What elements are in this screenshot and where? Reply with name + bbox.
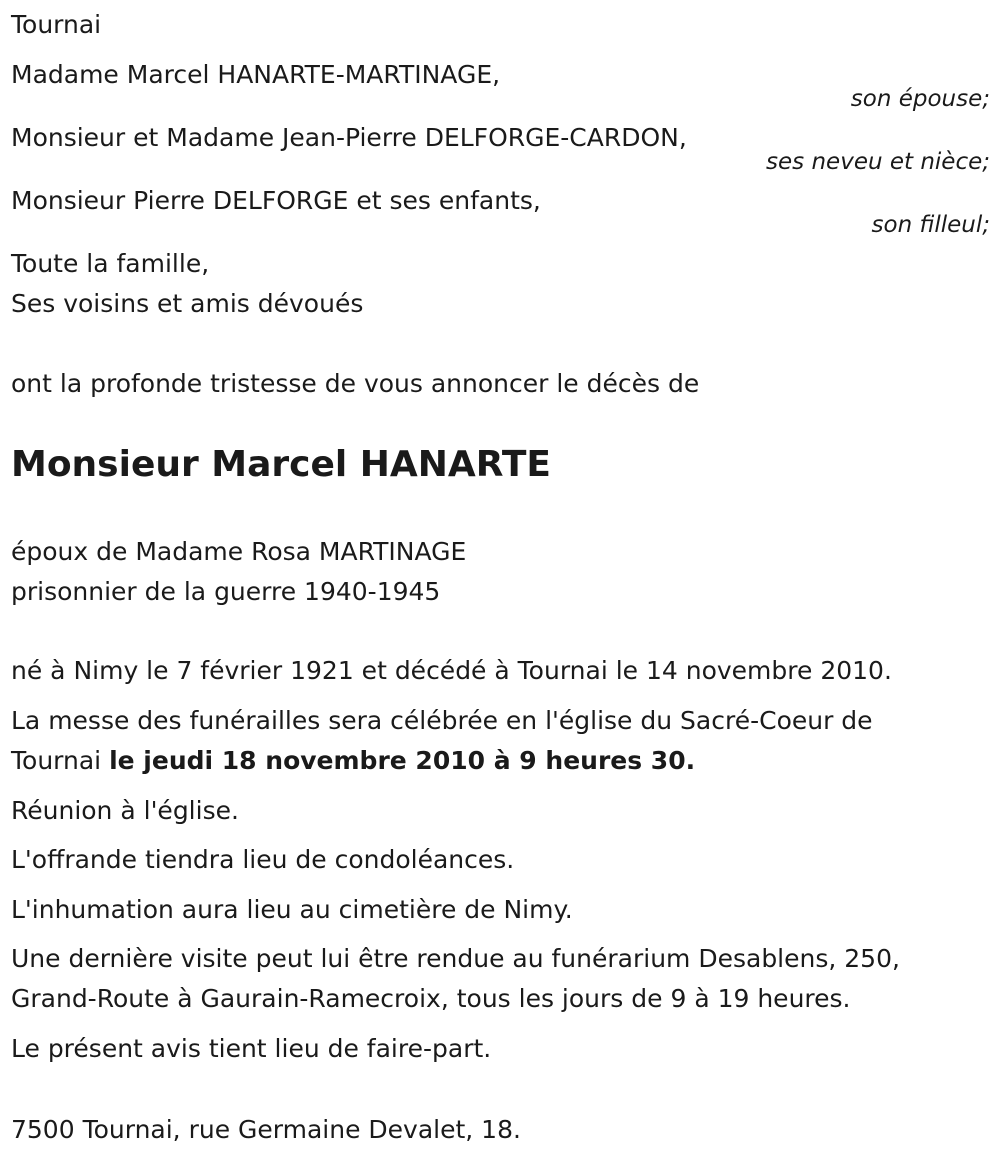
family-member-role: ses neveu et nièce; [766, 149, 990, 175]
family-member-name: Monsieur Pierre DELFORGE et ses enfants, [11, 186, 541, 215]
others-line: Toute la famille, [11, 249, 210, 278]
announcement-text: ont la profonde tristesse de vous annoncer le décès de [11, 369, 700, 398]
family-member-role: son épouse; [850, 86, 990, 112]
others-line: Ses voisins et amis dévoués [11, 289, 364, 318]
meeting-text: Réunion à l'église. [11, 796, 239, 825]
notice-text: Le présent avis tient lieu de faire-part. [11, 1034, 492, 1063]
deceased-note: prisonnier de la guerre 1940-1945 [11, 577, 441, 606]
mass-location: Tournai [11, 746, 110, 775]
mass-date: le jeudi 18 novembre 2010 à 9 heures 30. [109, 746, 696, 775]
mass-text-line2 [11, 742, 695, 780]
mass-text-line1: La messe des funérailles sera célébrée en l'église du Sacré-Coeur de [11, 706, 873, 735]
address-text: 7500 Tournai, rue Germaine Devalet, 18. [11, 1115, 521, 1144]
visit-text-line2: Grand-Route à Gaurain-Ramecroix, tous les jours de 9 à 19 heures. [11, 984, 851, 1013]
offering-text: L'offrande tiendra lieu de condoléances. [11, 845, 515, 874]
deceased-name: Monsieur Marcel HANARTE [11, 444, 552, 485]
family-member-name: Madame Marcel HANARTE-MARTINAGE, [11, 60, 501, 89]
visit-text-line1: Une dernière visite peut lui être rendue au funérarium Desablens, 250, [11, 944, 900, 973]
burial-text: L'inhumation aura lieu au cimetière de Nimy. [11, 895, 573, 924]
family-member-role: son filleul; [871, 212, 990, 238]
deceased-spouse: époux de Madame Rosa MARTINAGE [11, 537, 467, 566]
header-city: Tournai [11, 10, 102, 39]
family-member-name: Monsieur et Madame Jean-Pierre DELFORGE-CARDON, [11, 123, 687, 152]
birth-death-text: né à Nimy le 7 février 1921 et décédé à Tournai le 14 novembre 2010. [11, 656, 892, 685]
